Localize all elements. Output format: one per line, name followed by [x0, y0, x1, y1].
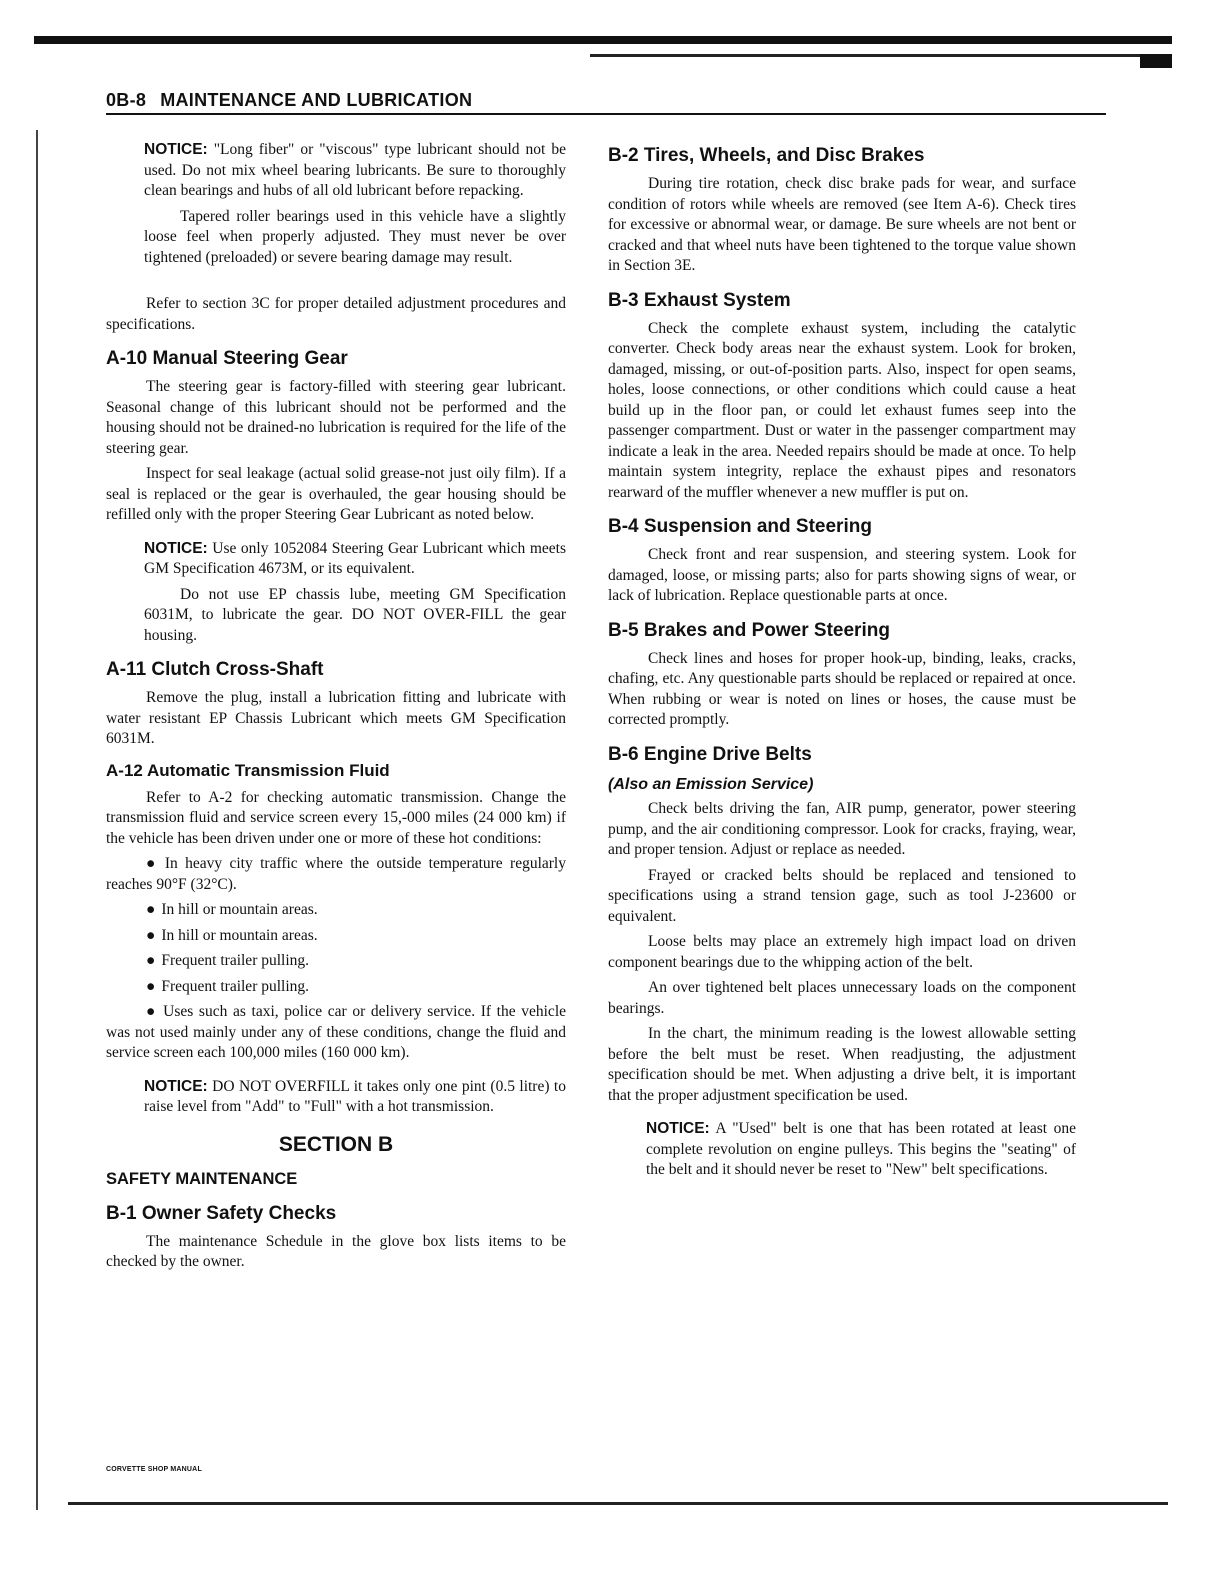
notice-paragraph-2: Do not use EP chassis lube, meeting GM Specification 6031M, to lubricate the gear. DO NOT OVER-FILL the gear housing.: [144, 585, 566, 644]
b6-paragraph-4: An over tightened belt places unnecessary loads on the component bearings.: [608, 979, 1076, 1017]
page-header: [106, 90, 472, 111]
notice-paragraph: [646, 1119, 1076, 1181]
notice-used-belt: [646, 1119, 1076, 1181]
heading-b2: B-2 Tires, Wheels, and Disc Brakes: [608, 145, 925, 166]
page-number: 0B-8: [106, 90, 147, 110]
heading-a10: A-10 Manual Steering Gear: [106, 348, 348, 369]
heading-a12: A-12 Automatic Transmission Fluid: [106, 760, 390, 780]
footer-manual-name: CORVETTE SHOP MANUAL: [106, 1466, 202, 1473]
b6-paragraph-3: Loose belts may place an extremely high impact load on driven component bearings due to the whipping action of the belt.: [608, 933, 1076, 971]
a11-paragraph-1: Remove the plug, install a lubrication fitting and lubricate with water resistant EP Chassis Lubricant which meets GM Specification 6031M.: [106, 689, 566, 747]
section-b-title: SECTION B: [278, 1132, 394, 1156]
b1-paragraph-1: The maintenance Schedule in the glove box lists items to be checked by the owner.: [106, 1232, 566, 1270]
header-rule: [106, 113, 1106, 115]
notice-text: A "Used" belt is one that has been rotated at least one complete revolution on engine pulleys. This begins the "seating" of the belt and it should never be reset to "New" belt specifications.: [646, 1120, 1076, 1178]
page-tab-mark: [1140, 54, 1172, 68]
list-item: ● Frequent trailer pulling.: [146, 952, 310, 969]
bullet-icon: ●: [146, 855, 159, 872]
b3-paragraph-1: Check the complete exhaust system, including the catalytic converter. Check body areas near the exhaust system. Look for broken, damaged, missing, or out-of-position parts. Also, inspect for open seams, holes, loose connections, or other conditions which could cause a heat build up in the floor pan, or could let exhaust fumes seep into the passenger compartment. Dust or water in the passenger compartment may indicate a leak in the area. Needed repairs should be made at once. To help maintain system integrity, replace the exhaust pipes and resonators rearward of the muffler whenever a new muffler is put on.: [608, 319, 1076, 501]
notice-label: NOTICE:: [144, 141, 208, 158]
a12-paragraph-1: Refer to A-2 for checking automatic transmission. Change the transmission fluid and service screen every 15,-000 miles (24 000 km) if the vehicle has been driven under one or more of these hot conditions:: [106, 788, 566, 847]
notice-wheel-bearing: [144, 140, 566, 268]
heading-b4: B-4 Suspension and Steering: [608, 516, 872, 537]
notice-paragraph-2: Tapered roller bearings used in this vehicle have a slightly loose feel when properly adjusted. They must never be over tightened (preloaded) or severe bearing damage may result.: [144, 207, 566, 266]
list-item: ● In heavy city traffic where the outside temperature regularly reaches 90°F (32°C).: [106, 855, 566, 893]
list-item: ● Frequent trailer pulling.: [146, 977, 310, 995]
binding-margin-line: [36, 130, 38, 1510]
b6-paragraph-2: Frayed or cracked belts should be replaced and tensioned to specifications using a strand tension gage, such as tool J-23600 or equivalent.: [608, 866, 1076, 925]
notice-text: Use only 1052084 Steering Gear Lubricant which meets GM Specification 4673M, or its equivalent.: [144, 539, 566, 577]
notice-text: "Long fiber" or "viscous" type lubricant should not be used. Do not mix wheel bearing lubricants. Be sure to thoroughly clean bearings and hubs of all old lubricant before repacking.: [144, 141, 566, 199]
top-rule-secondary: [590, 54, 1166, 57]
notice-steering-lubricant: [144, 539, 566, 647]
heading-b5: B-5 Brakes and Power Steering: [608, 619, 890, 641]
notice-overfill: [144, 1077, 566, 1118]
heading-b3: B-3 Exhaust System: [608, 289, 791, 311]
bullet-icon: ●: [146, 1003, 158, 1020]
safety-maintenance-heading: SAFETY MAINTENANCE: [106, 1169, 298, 1188]
notice-label: NOTICE:: [144, 1077, 208, 1095]
notice-label: NOTICE:: [646, 1120, 710, 1137]
notice-text: DO NOT OVERFILL it takes only one pint (0.5 litre) to raise level from "Add" to "Full" with a hot transmission.: [144, 1077, 566, 1115]
heading-b6: B-6 Engine Drive Belts: [608, 743, 812, 765]
bullet-icon: ●: [146, 977, 156, 995]
a10-paragraph-2: Inspect for seal leakage (actual solid grease-not just oily film). If a seal is replaced or the gear is overhauled, the gear housing should be refilled only with the proper Steering Gear Lubricant as noted below.: [106, 465, 566, 523]
refer-section-3c: Refer to section 3C for proper detailed adjustment procedures and specifications.: [106, 295, 566, 333]
bottom-rule: [68, 1502, 1168, 1505]
bullet-icon: ●: [146, 952, 156, 969]
heading-a11: A-11 Clutch Cross-Shaft: [106, 659, 324, 680]
b5-paragraph-1: Check lines and hoses for proper hook-up, binding, leaks, cracks, chafing, etc. Any questionable parts should be replaced or repaired at once. When rubbing or wear is noted on lines or hoses, the cause must be corrected promptly.: [608, 649, 1076, 728]
page-title: MAINTENANCE AND LUBRICATION: [160, 90, 473, 110]
emission-service-subheading: (Also an Emission Service): [608, 775, 814, 793]
notice-label: NOTICE:: [144, 539, 208, 557]
top-rule: [34, 36, 1172, 44]
notice-paragraph: [144, 1077, 566, 1118]
list-item: ● In hill or mountain areas.: [146, 901, 318, 918]
list-item: ● In hill or mountain areas.: [146, 926, 318, 944]
bullet-icon: ●: [146, 926, 156, 944]
b6-paragraph-1: Check belts driving the fan, AIR pump, generator, power steering pump, and the air conditioning compressor. Look for cracks, fraying, wear, and proper tension. Adjust or replace as needed.: [608, 800, 1076, 858]
list-item: ● Uses such as taxi, police car or delivery service. If the vehicle was not used mainly under any of these conditions, change the fluid and service screen each 100,000 miles (160 000 km).: [106, 1003, 566, 1061]
heading-b1: B-1 Owner Safety Checks: [106, 1202, 337, 1224]
right-column: [608, 140, 1076, 1189]
b2-paragraph-1: During tire rotation, check disc brake pads for wear, and surface condition of rotors while wheels are removed (see Item A-6). Check tires for excessive or abnormal wear, or damage. Be sure wheels are not bent or cracked and that wheel nuts have been tightened to the torque value shown in Section 3E.: [608, 175, 1076, 274]
b4-paragraph-1: Check front and rear suspension, and steering system. Look for damaged, loose, or missing parts; also for parts showing signs of wear, or lack of lubrication. Replace questionable parts at once.: [608, 546, 1076, 604]
b6-paragraph-5: In the chart, the minimum reading is the lowest allowable setting before the belt must be reset. When readjusting, the adjustment specification should be met. When adjusting a drive belt, it is important that the proper adjustment specification be used.: [608, 1025, 1076, 1104]
bullet-icon: ●: [146, 901, 156, 918]
notice-paragraph: [144, 140, 566, 202]
left-column: [106, 140, 566, 1278]
notice-paragraph: [144, 539, 566, 580]
a10-paragraph-1: The steering gear is factory-filled with steering gear lubricant. Seasonal change of this lubricant should not be performed and the housing should not be drained-no lubrication is required for the life of the steering gear.: [106, 378, 566, 457]
